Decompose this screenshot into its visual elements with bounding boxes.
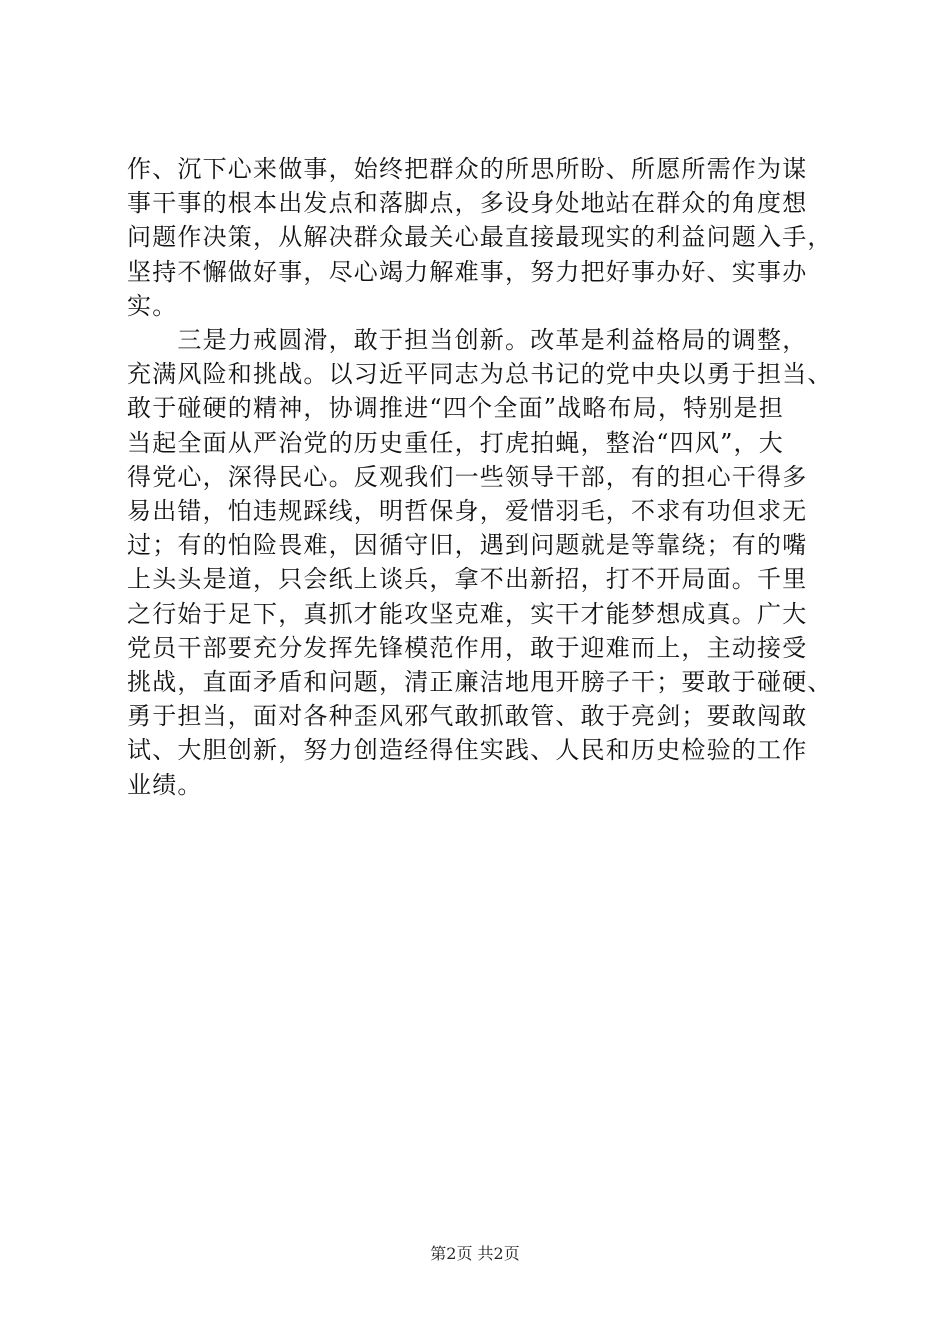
text-line: 挑战，直面矛盾和问题，清正廉洁地甩开膀子干；要敢于碰硬、: [127, 668, 833, 697]
text-line: 上头头是道，只会纸上谈兵，拿不出新招，打不开局面。千里: [127, 565, 808, 594]
text-line: 易出错，怕违规踩线，明哲保身，爱惜羽毛，不求有功但求无: [127, 497, 808, 526]
text-line: 作、沉下心来做事，始终把群众的所思所盼、所愿所需作为谋: [127, 155, 808, 183]
text-line: 勇于担当，面对各种歪风邪气敢抓敢管、敢于亮剑；要敢闯敢: [127, 702, 808, 731]
text-line: 坚持不懈做好事，尽心竭力解难事，努力把好事办好、实事办: [127, 257, 808, 286]
text-line: 试、大胆创新，努力创造经得住实践、人民和历史检验的工作: [127, 736, 808, 765]
page-number-footer: 第2页 共2页: [430, 1244, 520, 1263]
text-line: 三是力戒圆滑，敢于担当创新。改革是利益格局的调整，: [127, 326, 808, 355]
text-line: 得党心，深得民心。反观我们一些领导干部，有的担心干得多: [127, 462, 808, 491]
text-line: 过；有的怕险畏难，因循守旧，遇到问题就是等靠绕；有的嘴: [127, 531, 808, 560]
text-line: 业绩。: [127, 770, 203, 799]
text-line: 党员干部要充分发挥先锋模范作用，敢于迎难而上，主动接受: [127, 633, 808, 662]
body-text: [127, 152, 833, 802]
text-line: 当起全面从严治党的历史重任，打虎拍蝇，整治“四风”，大: [127, 428, 784, 457]
text-line: 充满风险和挑战。以习近平同志为总书记的党中央以勇于担当、: [127, 360, 833, 389]
text-line: 事干事的根本出发点和落脚点，多设身处地站在群众的角度想: [127, 189, 808, 218]
text-line: 实。: [127, 291, 178, 320]
text-line: 敢于碰硬的精神，协调推进“四个全面”战略布局，特别是担: [127, 394, 784, 423]
text-line: 问题作决策，从解决群众最关心最直接最现实的利益问题入手，: [127, 223, 833, 252]
text-line: 之行始于足下，真抓才能攻坚克难，实干才能梦想成真。广大: [127, 599, 808, 628]
